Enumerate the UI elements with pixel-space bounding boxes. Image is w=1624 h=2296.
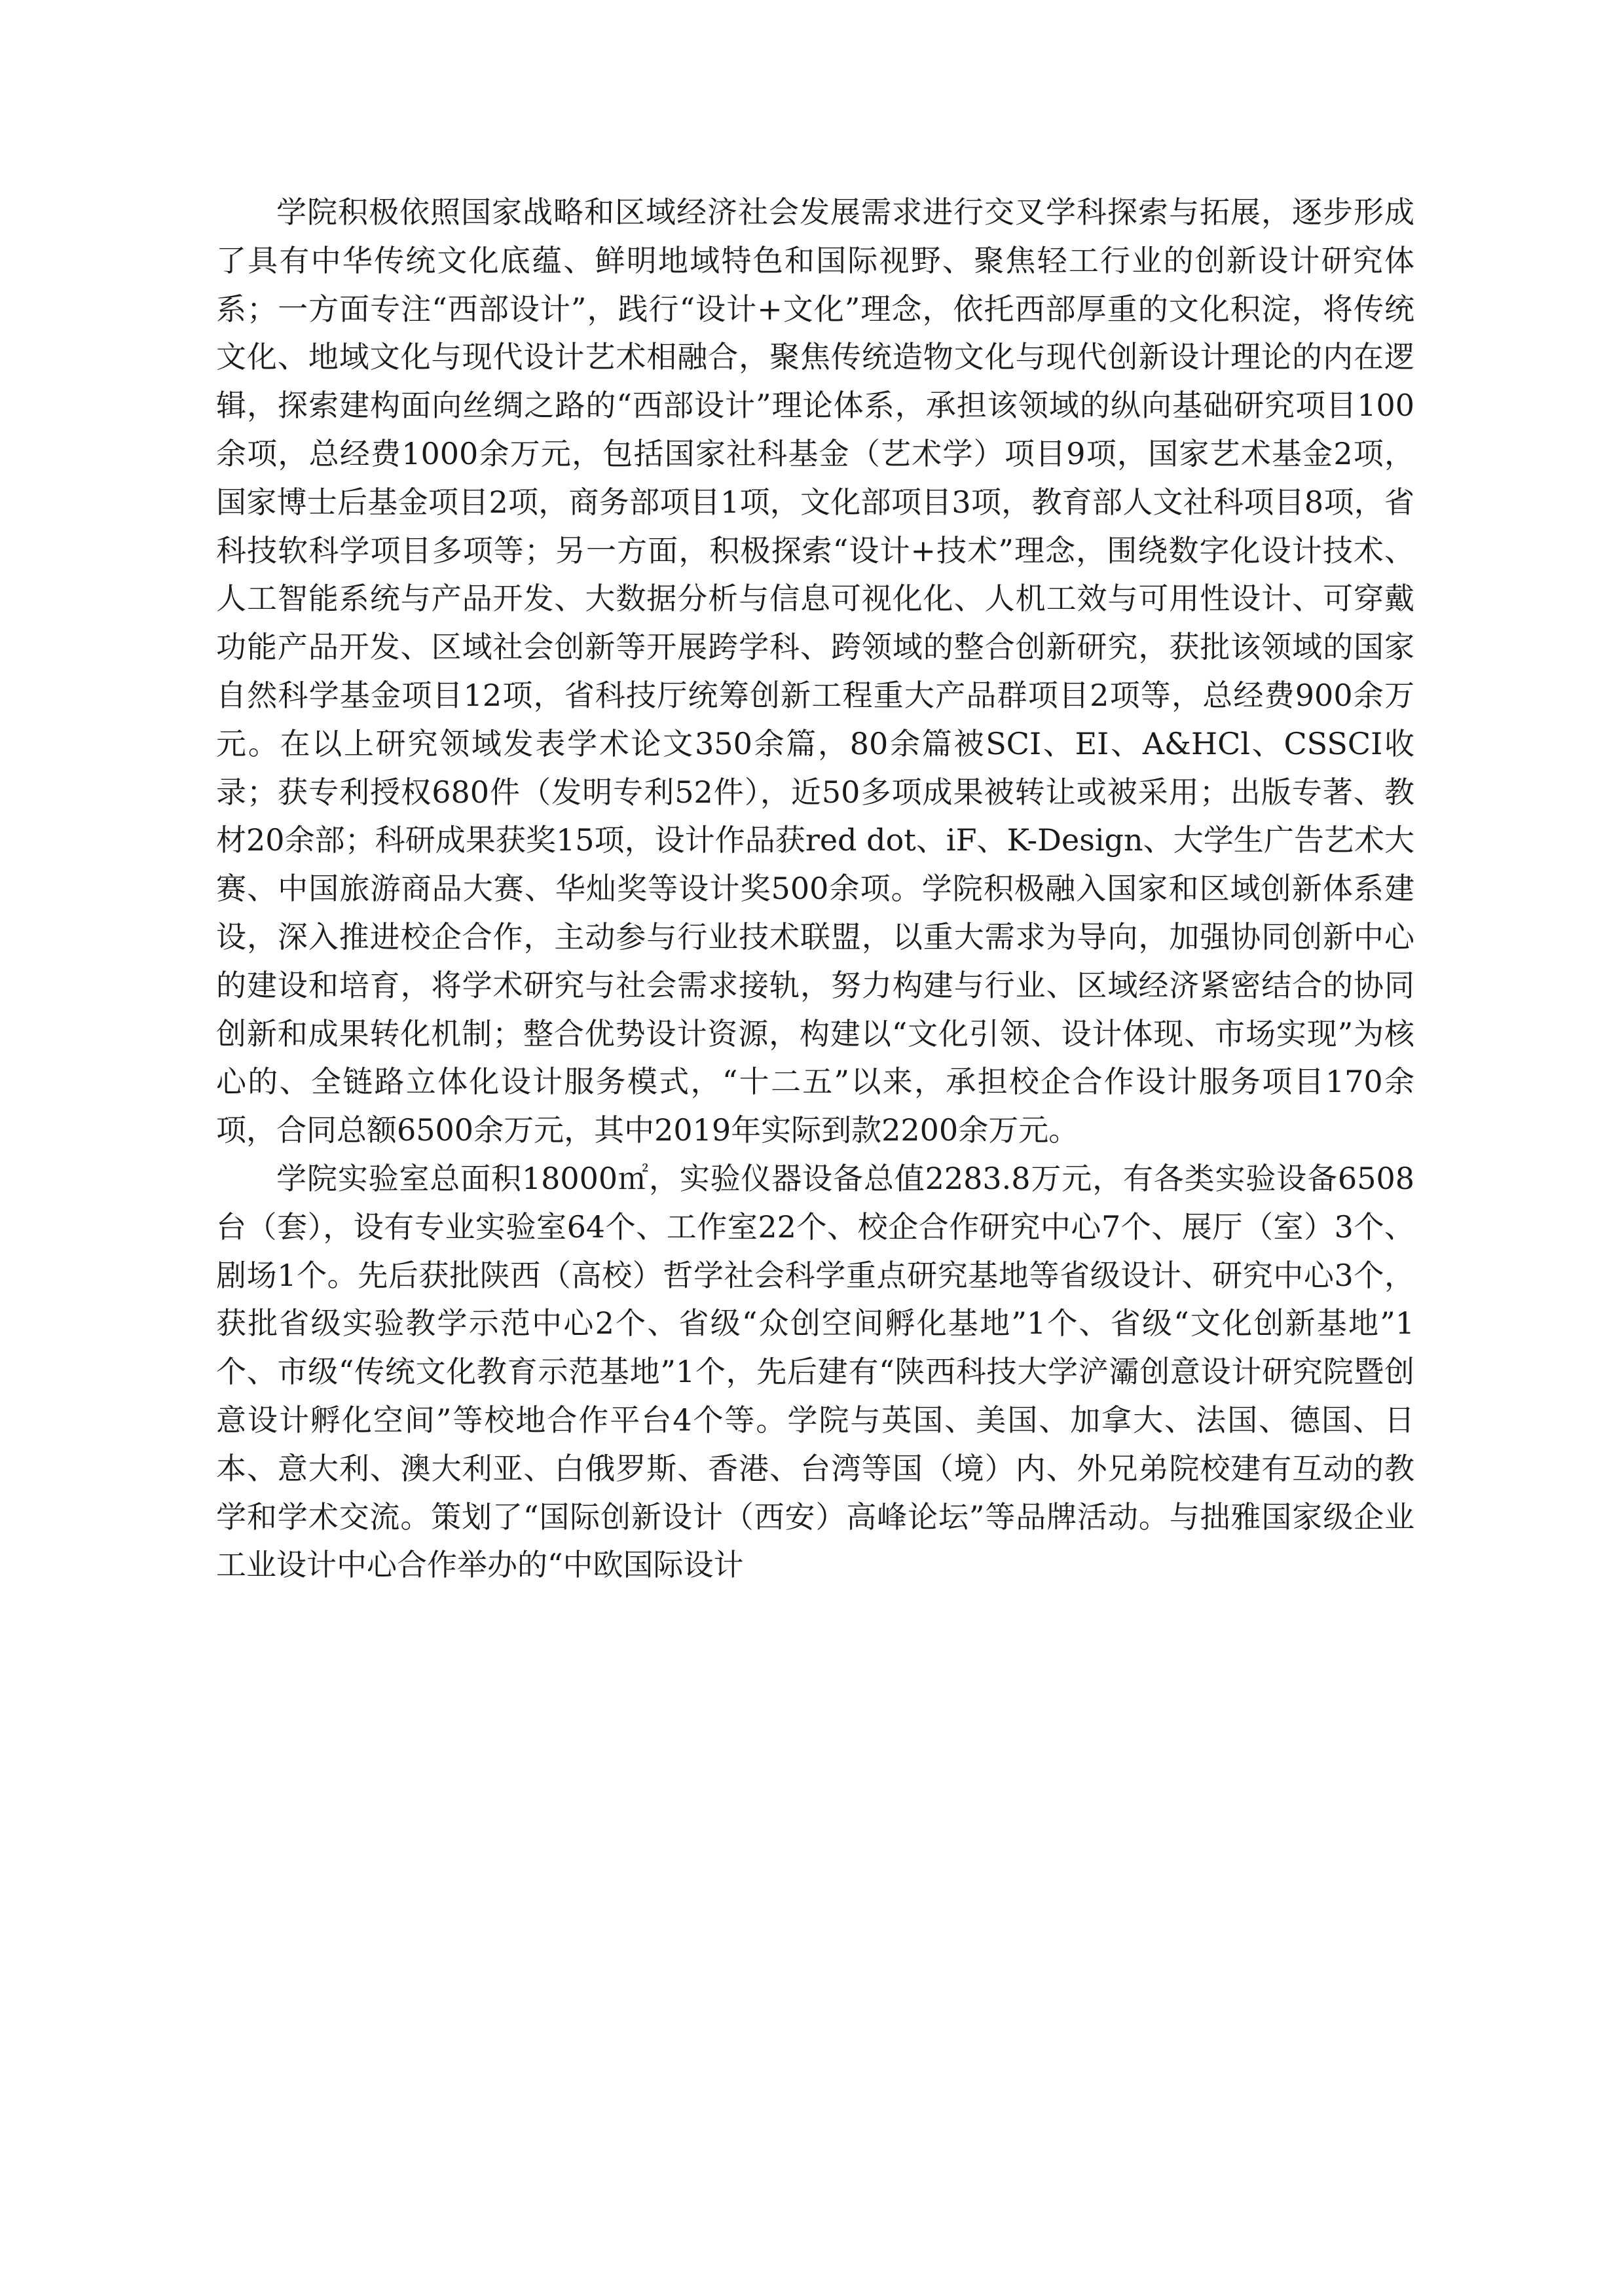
- body-text: [216, 189, 1414, 1590]
- paragraph-laboratory-facilities: 学院实验室总面积18000㎡，实验仪器设备总值2283.8万元，有各类实验设备6508台（套），设有专业实验室64个、工作室22个、校企合作研究中心7个、展厅（室）3个、剧场1个。先后获批陕西（高校）哲学社会科学重点研究基地等省级设计、研究中心3个，获批省级实验教学示范中心2个、省级“众创空间孵化基地”1个、省级“文化创新基地”1个、市级“传统文化教育示范基地”1个，先后建有“陕西科技大学浐灞创意设计研究院暨创意设计孵化空间”等校地合作平台4个等。学院与英国、美国、加拿大、法国、德国、日本、意大利、澳大利亚、白俄罗斯、香港、台湾等国（境）内、外兄弟院校建有互动的教学和学术交流。策划了“国际创新设计（西安）高峰论坛”等品牌活动。与拙雅国家级企业工业设计中心合作举办的“中欧国际设计: [216, 1160, 1414, 1583]
- paragraph-research-system: 学院积极依照国家战略和区域经济社会发展需求进行交叉学科探索与拓展，逐步形成了具有中华传统文化底蕴、鲜明地域特色和国际视野、聚焦轻工行业的创新设计研究体系；一方面专注“西部设计”，践行“设计+文化”理念，依托西部厚重的文化积淀，将传统文化、地域文化与现代设计艺术相融合，聚焦传统造物文化与现代创新设计理论的内在逻辑，探索建构面向丝绸之路的“西部设计”理论体系，承担该领域的纵向基础研究项目100余项，总经费1000余万元，包括国家社科基金（艺术学）项目9项，国家艺术基金2项，国家博士后基金项目2项，商务部项目1项，文化部项目3项，教育部人文社科项目8项，省科技软科学项目多项等；另一方面，积极探索“设计+技术”理念，围绕数字化设计技术、人工智能系统与产品开发、大数据分析与信息可视化化、人机工效与可用性设计、可穿戴功能产品开发、区域社会创新等开展跨学科、跨领域的整合创新研究，获批该领域的国家自然科学基金项目12项，省科技厅统筹创新工程重大产品群项目2项等，总经费900余万元。在以上研究领域发表学术论文350余篇，80余篇被SCI、EI、A&HCl、CSSCI收录；获专利授权680件（发明专利52件），近50多项成果被转让或被采用；出版专著、教材20余部；科研成果获奖15项，设计作品获red dot、iF、K-Design、大学生广告艺术大赛、中国旅游商品大赛、华灿奖等设计奖500余项。学院积极融入国家和区域创新体系建设，深入推进校企合作，主动参与行业技术联盟，以重大需求为导向，加强协同创新中心的建设和培育，将学术研究与社会需求接轨，努力构建与行业、区域经济紧密结合的协同创新和成果转化机制；整合优势设计资源，构建以“文化引领、设计体现、市场实现”为核心的、全链路立体化设计服务模式，“十二五”以来，承担校企合作设计服务项目170余项，合同总额6500余万元，其中2019年实际到款2200余万元。: [216, 194, 1414, 1148]
